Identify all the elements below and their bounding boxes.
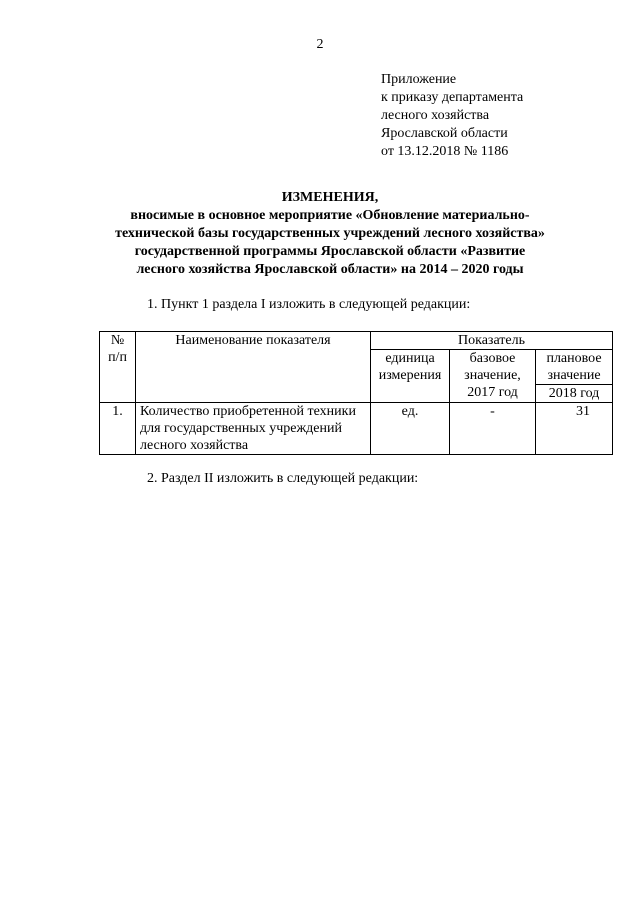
header-unit: единица измерения (371, 350, 450, 403)
table-row (100, 403, 613, 455)
heading-line: технической базы государственных учреждений лесного хозяйства» (115, 226, 545, 241)
cell-base: - (450, 403, 536, 455)
cell-plan: 31 (536, 403, 613, 455)
header-plan-year: 2018 год (536, 385, 613, 403)
cell-unit: ед. (371, 403, 450, 455)
header-base: базовое значение, 2017 год (450, 350, 536, 403)
header-number: № п/п (100, 332, 136, 403)
table-header-row (100, 332, 613, 350)
paragraph-2: 2. Раздел II изложить в следующей редакции: (147, 471, 419, 486)
header-indicator: Показатель (371, 332, 613, 350)
heading-line: вносимые в основное мероприятие «Обновление материально- (130, 208, 530, 223)
indicators-table (99, 331, 613, 455)
cell-name: Количество приобретенной техники для государственных учреждений лесного хозяйства (136, 403, 371, 455)
document-heading (60, 189, 600, 279)
heading-line: государственной программы Ярославской области «Развитие (134, 244, 526, 259)
page-number: 2 (316, 37, 324, 52)
header-name: Наименование показателя (136, 332, 371, 403)
appendix-line: к приказу департамента (381, 90, 524, 105)
appendix-line: Приложение (381, 72, 457, 87)
paragraph-1: 1. Пункт 1 раздела I изложить в следующей редакции: (147, 297, 471, 312)
appendix-date-number: от 13.12.2018 № 1186 (381, 144, 509, 159)
heading-line: лесного хозяйства Ярославской области» на 2014 – 2020 годы (136, 262, 524, 277)
appendix-block (381, 71, 523, 161)
cell-number: 1. (100, 403, 136, 455)
header-plan: плановое значение (536, 350, 613, 385)
appendix-line: Ярославской области (381, 126, 508, 141)
heading-title: ИЗМЕНЕНИЯ, (281, 190, 379, 205)
appendix-line: лесного хозяйства (381, 108, 490, 123)
